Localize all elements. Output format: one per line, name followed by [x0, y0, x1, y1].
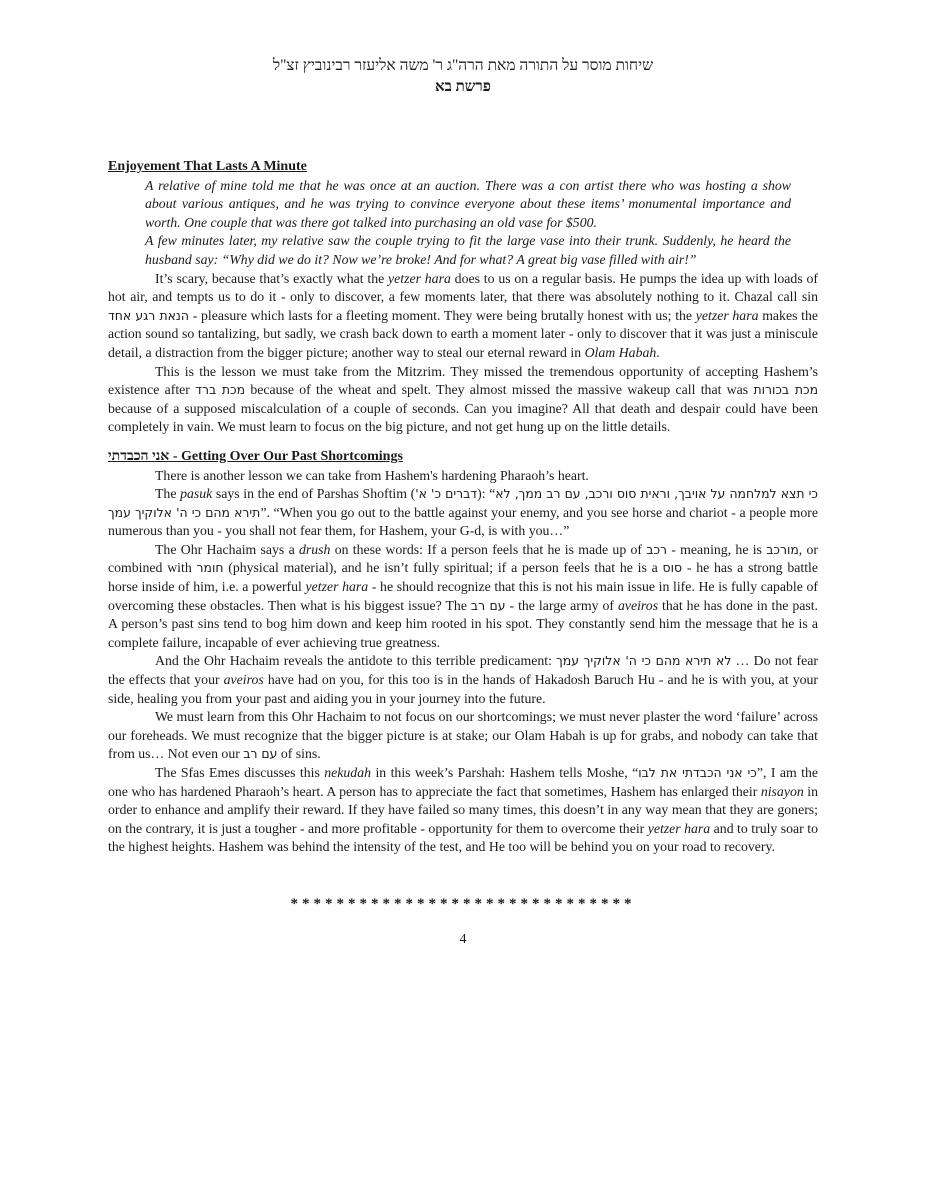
section-heading-enjoyment: Enjoyement That Lasts A Minute	[108, 159, 307, 174]
document-header	[108, 55, 818, 97]
paragraph-sfas-emes: The Sfas Emes discusses this nekudah in this week’s Parshah: Hashem tells Moshe, “כי אני הכבדתי את לבו”, I am the one who has hardened Pharaoh’s heart. A person has to appreciate the fact that sometimes, Hashem has enlarged their nisayon in order to enhance and amplify their reward. If they have failed so many times, this doesn’t in any way mean that they are goners; on the contrary, it is just a tougher - and more profitable - opportunity for them to overcome their yetzer hara and to truly soar to the highest heights. Hashem was behind the intensity of the test, and He too will be behind you on your road to recovery.	[108, 765, 819, 855]
asterisk-separator: ******************************	[290, 895, 636, 912]
page-number: 4	[459, 931, 467, 947]
anecdote-quote-2: A few minutes later, my relative saw the couple trying to fit the large vase into their trunk. Suddenly, he heard the husband say: “Why did we do it? Now we’re broke! And for what? A great big vase filled with air!”	[145, 233, 791, 267]
section-heading-shortcomings: אני הכבדתי - Getting Over Our Past Shortcomings	[108, 448, 403, 464]
anecdote-quote-1: A relative of mine told me that he was once at an auction. There was a con artist there who was hosting a show about various antiques, and he was trying to convince everyone about these items’ monumental importance and worth. One couple that was there got talked into purchasing an old vase for $500.	[145, 177, 791, 230]
paragraph-ohr-hachaim-antidote: And the Ohr Hachaim reveals the antidote to this terrible predicament: לא תירא מהם כי ה' אלוקיך עמך … Do not fear the effects that your aveiros have had on you, for this too is in the hands of Hakadosh Baruch Hu - and he is with you, at your side, healing you from your past and aiding you in your journey into the future.	[108, 653, 818, 706]
paragraph-another-lesson: There is another lesson we can take from Hashem's hardening Pharaoh’s heart.	[155, 467, 589, 483]
paragraph-yetzer-hara-lesson: It’s scary, because that’s exactly what the yetzer hara does to us on a regular basis. He pumps the idea up with loads of hot air, and tempts us to do it - only to discover, a few moments later, that there was absolutely nothing to it. Chazal call sin הנאת רגע אחד - pleasure which lasts for a fleeting moment. They were being brutally honest with us; the yetzer hara makes the action sound so tantalizing, but sadly, we crash back down to earth a moment later - only to discover that it was just a miniscule detail, a distraction from the bigger picture; another way to steal our eternal reward in Olam Habah.	[108, 270, 818, 360]
parsha-subtitle: פרשת בא	[435, 79, 491, 95]
paragraph-pasuk-shoftim: The pasuk says in the end of Parshas Shoftim (דברים כ' א'): “כי תצא למלחמה על אויבך, וראית סוס ורכב, עם רב ממך, לא תירא מהם כי ה' אלוקיך עמך”. “When you go out to the battle against your enemy, and you see horse and chariot - a people more numerous than you - you shall not fear them, for Hashem, your G-d, is with you…”	[108, 486, 818, 539]
paragraph-ohr-hachaim-drush: The Ohr Hachaim says a drush on these words: If a person feels that he is made up of רכב - meaning, he is מורכב, or combined with חומר (physical material), and he isn’t fully spiritual; if a person feels that he is a סוס - he has a strong battle horse inside of him, i.e. a powerful yetzer hara - he should recognize that this is not his main issue in life. He is fully capable of overcoming these obstacles. Then what is his biggest issue? The עם רב - the large army of aveiros that he has done in the past. A person’s past sins tend to bog him down and keep him rooted in his spot. They constantly send him the message that he is a complete failure, incapable of ever achieving true greatness.	[108, 541, 819, 650]
paragraph-we-must-learn: We must learn from this Ohr Hachaim to not focus on our shortcomings; we must never plaster the word ‘failure’ across our foreheads. We must recognize that the bigger picture is at stake; our Olam Habah is up for grabs, and nobody can take that from us… Not even our עם רב of sins.	[108, 709, 818, 762]
paragraph-mitzrim-lesson: This is the lesson we must take from the Mitzrim. They missed the tremendous opportunity of accepting Hashem’s existence after מכת ברד because of the wheat and spelt. They almost missed the massive wakeup call that was מכת בכורות because of a supposed miscalculation of a couple of seconds. Can you imagine? All that death and despair could have been completely in vain. We must learn to focus on the big picture, and not get hung up on the little details.	[108, 363, 819, 435]
document-title-hebrew: שיחות מוסר על התורה מאת הרה"ג ר' משה אליעזר רבינוביץ זצ"ל	[272, 57, 654, 74]
